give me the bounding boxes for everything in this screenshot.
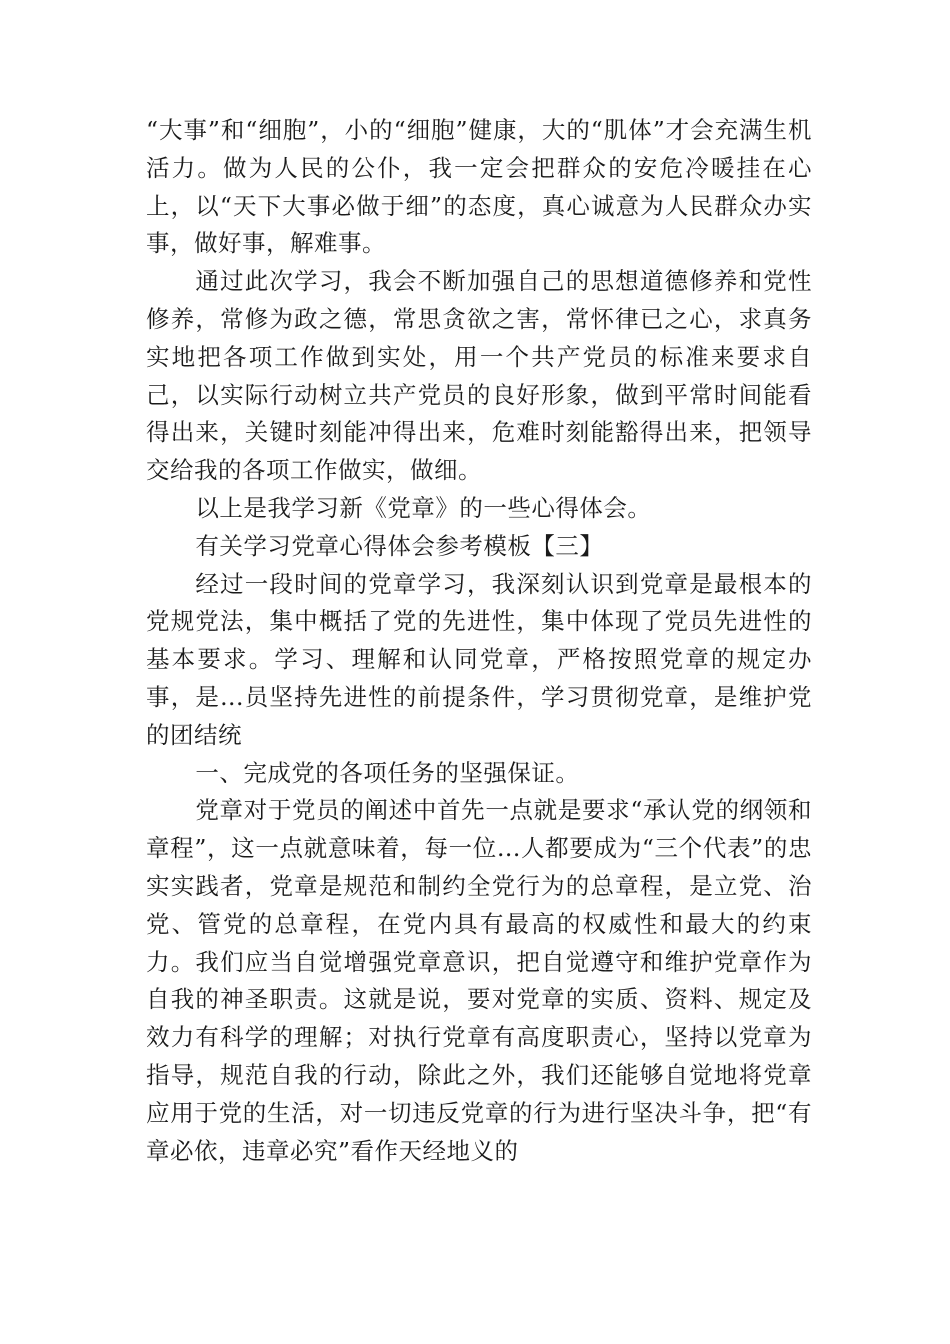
document-body bbox=[146, 112, 812, 1170]
paragraph: 通过此次学习，我会不断加强自己的思想道德修养和党性修养，常修为政之德，常思贪欲之害，常怀律已之心，求真务实地把各项工作做到实处，用一个共产党员的标准来要求自己，以实际行动树立共产党员的良好形象，做到平常时间能看得出来，关键时刻能冲得出来，危难时刻能豁得出来，把领导交给我的各项工作做实，做细。 bbox=[146, 267, 812, 485]
paragraph: 以上是我学习新《党章》的一些心得体会。 bbox=[195, 493, 652, 522]
paragraph-continuation: “大事”和“细胞”，小的“细胞”健康，大的“肌体”才会充满生机活力。做为人民的公仆，我一定会把群众的安危冷暖挂在心上，以“天下大事必做于细”的态度，真心诚意为人民群众办实事，做好事，解难事。 bbox=[146, 116, 812, 258]
paragraph: 一、完成党的各项任务的坚强保证。 bbox=[195, 758, 580, 787]
paragraph: 经过一段时间的党章学习，我深刻认识到党章是最根本的党规党法，集中概括了党的先进性，集中体现了党员先进性的基本要求。学习、理解和认同党章，严格按照党章的规定办事，是...员坚持先进性的前提条件，学习贯彻党章，是维护党的团结统 bbox=[146, 569, 812, 749]
paragraph: 党章对于党员的阐述中首先一点就是要求“承认党的纲领和章程”，这一点就意味着，每一位...人都要成为“三个代表”的忠实实践者，党章是规范和制约全党行为的总章程，是立党、治党、管党的总章程，在党内具有最高的权威性和最大的约束力。我们应当自觉增强党章意识，把自觉遵守和维护党章作为自我的神圣职责。这就是说，要对党章的实质、资料、规定及效力有科学的理解；对执行党章有高度职责心，坚持以党章为指导，规范自我的行动，除此之外，我们还能够自觉地将党章应用于党的生活，对一切违反党章的行为进行坚决斗争，把“有章必依，违章必究”看作天经地义的 bbox=[146, 796, 812, 1165]
section-heading: 有关学习党章心得体会参考模板【三】 bbox=[195, 531, 604, 560]
